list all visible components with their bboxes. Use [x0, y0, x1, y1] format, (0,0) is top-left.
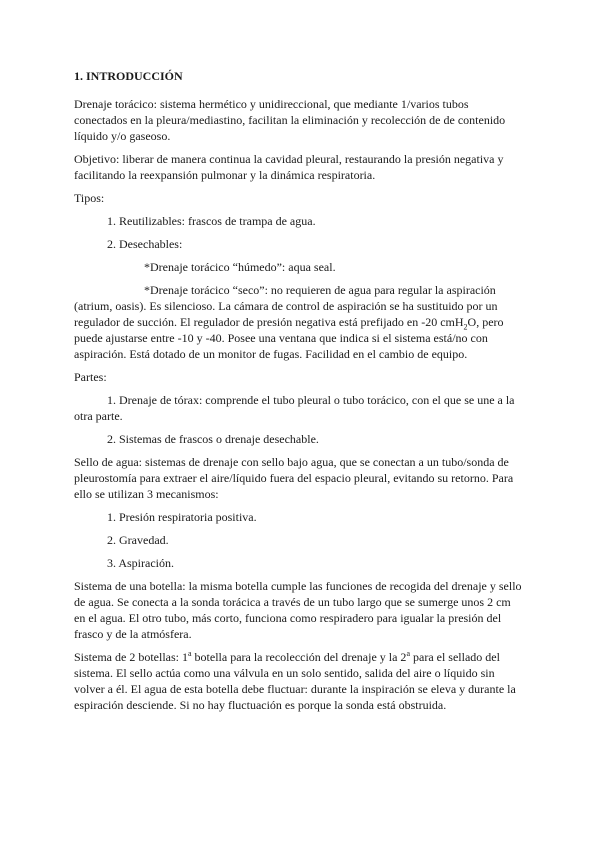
mecanismo-item-1: 1. Presión respiratoria positiva. [107, 510, 257, 524]
tipos-subitem-seco [74, 282, 524, 362]
partes-label: Partes: [74, 370, 107, 384]
seco-text-post: O, pero puede ajustarse entre -10 y -40. Posee una ventana que indica si el sistema está/no con aspiración. Está dotado de un monitor de fugas. Facilidad en el cambio de equipo. [74, 315, 504, 361]
tipos-subitem-humedo: *Drenaje torácico “húmedo”: aqua seal. [144, 260, 336, 274]
dos-superscript-2: a [406, 649, 410, 658]
paragraph-sello: Sello de agua: sistemas de drenaje con sello bajo agua, que se conectan a un tubo/sonda de pleurostomía para extraer el aire/líquido fuera del espacio pleural, evitando su retorno. Para ello se utilizan 3 mecanismos: [74, 455, 514, 501]
partes-item-2: 2. Sistemas de frascos o drenaje desechable. [107, 432, 319, 446]
paragraph-dos-botellas [74, 649, 524, 713]
tipos-item-2: 2. Desechables: [107, 237, 183, 251]
tipos-item-1: 1. Reutilizables: frascos de trampa de agua. [107, 214, 316, 228]
tipos-label: Tipos: [74, 191, 105, 205]
mecanismo-item-2: 2. Gravedad. [107, 533, 169, 547]
mecanismo-item-3: 3. Aspiración. [107, 556, 174, 570]
paragraph-objective: Objetivo: liberar de manera continua la cavidad pleural, restaurando la presión negativa y facilitando la reexpansión pulmonar y la dinámica respiratoria. [74, 152, 504, 182]
paragraph-una-botella: Sistema de una botella: la misma botella cumple las funciones de recogida del drenaje y sello de agua. Se conecta a la sonda torácica a través de un tubo largo que se sumerge unos 2 cm en el agua. El otro tubo, más corto, funciona como respiradero para igualar la presión del frasco y de la atmósfera. [74, 579, 522, 641]
dos-superscript-1: a [187, 649, 192, 658]
dos-text-post: para el sellado del sistema. El sello actúa como una válvula en un solo sentido, salida del aire o líquido sin volver a él. El agua de esta botella debe fluctuar: durante la inspiración se eleva y durante la espiración desciende. Si no hay fluctuación es porque la sonda está obstruida. [74, 650, 516, 712]
seco-text-pre: *Drenaje torácico “seco”: no requieren de agua para regular la aspiración (atrium, oasis). Es silencioso. La cámara de control de aspiración se ha sustituido por un regulador de succión. El regulador de presión negativa está prefijado en -20 cmH [74, 283, 498, 329]
dos-text-mid: botella para la recolección del drenaje y la 2 [191, 650, 407, 664]
section-heading: 1. INTRODUCCIÓN [74, 69, 183, 83]
dos-text-pre: Sistema de 2 botellas: 1 [74, 650, 188, 664]
document-page [74, 68, 524, 720]
partes-item-1: 1. Drenaje de tórax: comprende el tubo pleural o tubo torácico, con el que se une a la otra parte. [74, 393, 515, 423]
seco-subscript: 2 [463, 322, 468, 332]
paragraph-definition: Drenaje torácico: sistema hermético y unidireccional, que mediante 1/varios tubos conectados en la pleura/mediastino, facilitan la eliminación y recolección de de contenido líquido y/o gaseoso. [74, 97, 506, 143]
